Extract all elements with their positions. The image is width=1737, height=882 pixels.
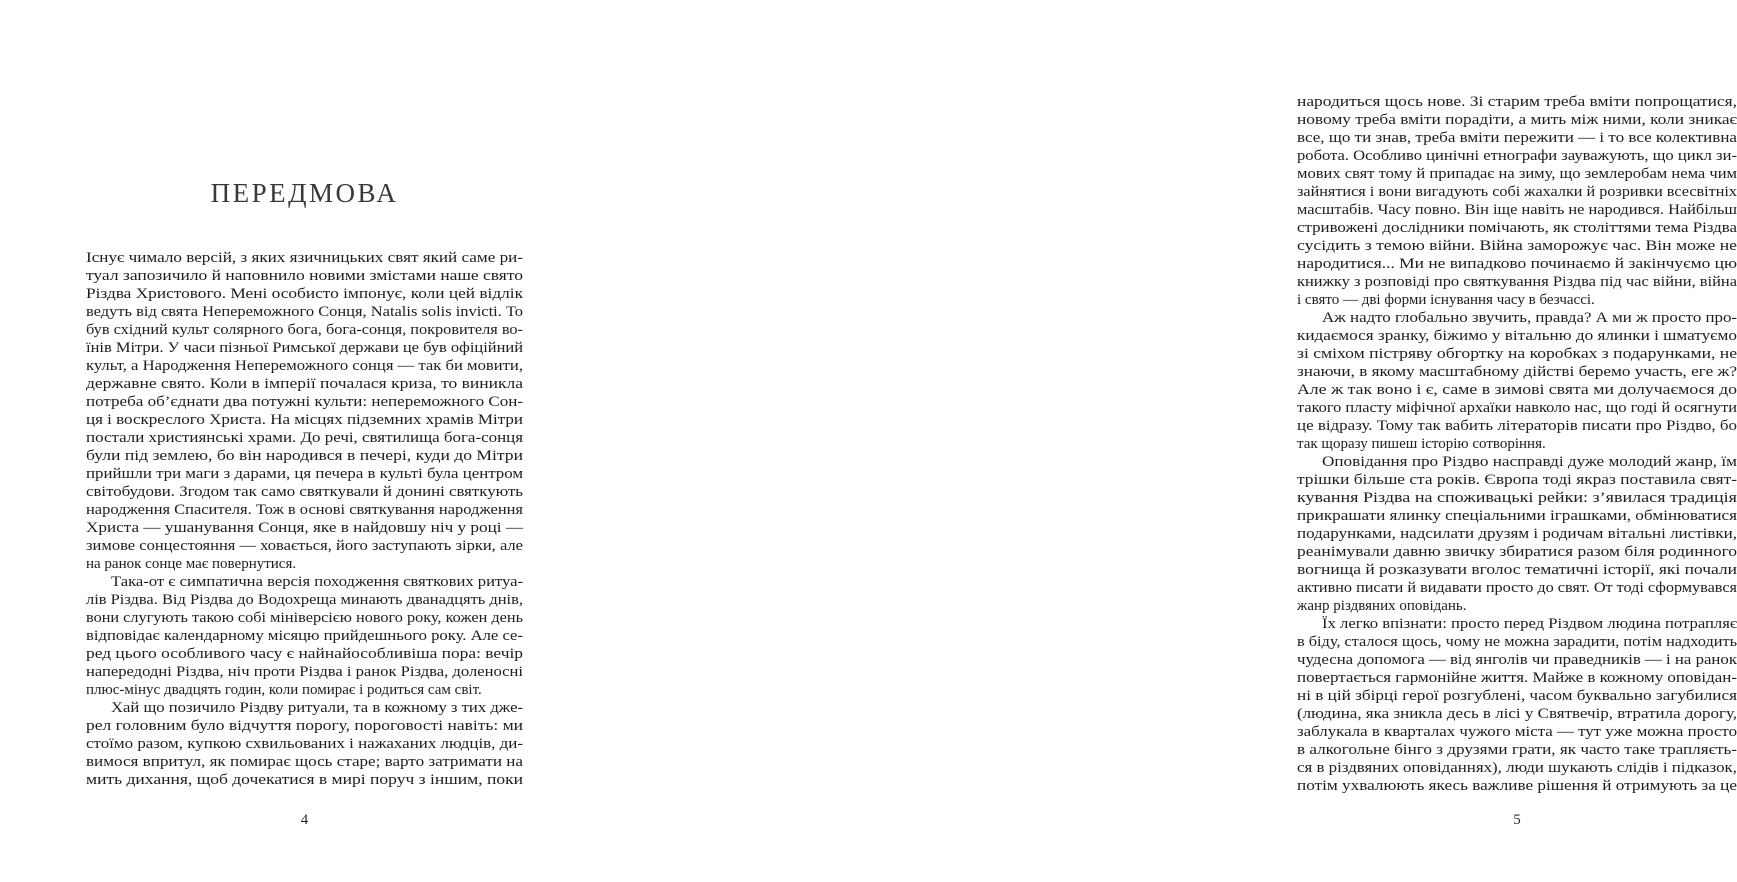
text-line: світобудови. Згодом так само святкували й донині святкують <box>86 484 523 500</box>
text-line: народитися... Ми не випадково починаємо й закінчуємо цю <box>1297 256 1737 272</box>
text-line: робота. Особливо цинічні етнографи зауважують, що цикл зи- <box>1297 148 1737 164</box>
text-line: вимося впритул, як помирає щось старе; варто затримати на <box>86 754 523 770</box>
text-line: (людина, яка зникла десь в лісі у Святвечір, втратила дорогу, <box>1297 706 1737 722</box>
text-line: книжку з розповіді про святкування Різдва під час війни, війна <box>1297 274 1737 290</box>
text-line: потреба об’єднати два потужні культи: непереможного Сон- <box>86 394 523 410</box>
text-line: були під землею, бо він народився в печері, куди до Мітри <box>86 448 523 464</box>
text-line: так щоразу пишеш історію сотворіння. <box>1297 436 1546 452</box>
text-line: народження Спасителя. Тож в основі святкування народження <box>86 502 523 518</box>
text-line: лів Різдва. Від Різдва до Водохреща минають дванадцять днів, <box>86 592 523 608</box>
text-line: все, що ти знав, треба вміти пережити — і то все колективна <box>1297 130 1737 146</box>
text-line: рел головним було відчуття порогу, пороговості навіть: ми <box>86 718 523 734</box>
text-line: культ, а Народження Непереможного сонця — так би мовити, <box>86 358 523 374</box>
text-line: був східний культ солярного бога, бога-сонця, покровителя во- <box>86 322 523 338</box>
text-line: Аж надто глобально звучить, правда? А ми ж просто про- <box>1322 310 1737 326</box>
text-line: новому треба вміти порадіти, а мить між ними, коли зникає <box>1297 112 1737 128</box>
text-line: кидаємося зранку, біжимо у вітальню до ялинки і шматуємо <box>1297 328 1737 344</box>
text-line: Існує чимало версій, з яких язичницьких свят який саме ри- <box>86 250 523 266</box>
right-page <box>607 0 1737 882</box>
text-line: туал запозичило й наповнило новими змістами наше свято <box>86 268 523 284</box>
text-line: державне свято. Коли в імперії почалася криза, то виникла <box>86 376 523 392</box>
text-line: відповідає календарному місяцю прийдешнього року. Але се- <box>86 628 523 644</box>
text-line: ся в різдвяних оповіданнях), люди шукають слідів і підказок, <box>1297 760 1737 776</box>
text-line: прикрашати ялинку спеціальними іграшками, обмінюватися <box>1297 508 1737 524</box>
chapter-title: ПЕРЕДМОВА <box>210 178 399 209</box>
text-line: і свято — дві форми існування часу в безчассі. <box>1297 292 1595 308</box>
text-line: потім ухвалюють якесь важливе рішення й отримують за це <box>1297 778 1737 794</box>
text-line: чудесна допомога — від янголів чи праведників — і на ранок <box>1297 652 1737 668</box>
left-page <box>0 0 607 882</box>
text-line: активно писати й видавати просто до свят. От тоді сформувався <box>1297 580 1737 596</box>
text-line: вогнища й розказувати вголос тематичні історії, які почали <box>1297 562 1737 578</box>
text-line: подарунками, надсилати друзям і родичам вітальні листівки, <box>1297 526 1737 542</box>
text-line: на ранок сонце має повернутися. <box>86 556 297 572</box>
text-line: ведуть від свята Непереможного Сонця, Natalis solis invicti. То <box>86 304 523 320</box>
text-line: народиться щось нове. Зі старим треба вміти попрощатися, <box>1297 94 1737 110</box>
text-line: вони слугують такою собі мініверсією нового року, кожен день <box>86 610 523 626</box>
text-line: Але ж так воно і є, саме в зимові свята ми долучаємося до <box>1297 382 1737 398</box>
text-line: в алкогольне бінго з друзями грати, як часто таке трапляєть- <box>1297 742 1737 758</box>
text-line: стоїмо разом, купкою схвильованих і нажаханих людців, ди- <box>86 736 523 752</box>
text-line: трішки більше ста років. Європа тоді якраз поставила свят- <box>1297 472 1737 488</box>
text-line: жанр різдвяних оповідань. <box>1297 598 1467 614</box>
text-line: прийшли три маги з дарами, ця печера в культі була центром <box>86 466 523 482</box>
text-line: такого пласту міфічної архаїки навколо нас, що годі й осягнути <box>1297 400 1737 416</box>
text-line: заблукала в кварталах чужого міста — тут уже можна просто <box>1297 724 1737 740</box>
text-line: масштабів. Часу повно. Він іще навіть не народився. Найбільш <box>1297 202 1737 218</box>
text-line: мових свят тому й припадає на зиму, що землеробам нема чим <box>1297 166 1737 182</box>
text-line: мить дихання, щоб дочекатися в мирі поруч з іншим, поки <box>86 772 523 788</box>
left-page-number: 4 <box>300 812 309 828</box>
right-page-body-text <box>1297 93 1737 795</box>
text-line: реанімували давню звичку збиратися разом біля родинного <box>1297 544 1737 560</box>
text-line: це відразу. Тому так вабить літераторів писати про Різдво, бо <box>1297 418 1737 434</box>
text-line: ні в цій збірці герої розгублені, часом буквально загубилися <box>1297 688 1737 704</box>
text-line: Така-от є симпатична версія походження святкових ритуа- <box>111 574 523 590</box>
text-line: Христа — ушанування Сонця, яке в найдовшу ніч у році — <box>86 520 523 536</box>
text-line: зі сміхом пістряву обгортку на коробках з подарунками, не <box>1297 346 1737 362</box>
text-line: знаючи, в якому масштабному дійстві беремо участь, еге ж? <box>1297 364 1737 380</box>
text-line: ця і воскреслого Христа. На місцях підземних храмів Мітри <box>86 412 523 428</box>
text-line: Різдва Христового. Мені особисто імпонує, коли цей відлік <box>86 286 523 302</box>
text-line: Хай що позичило Різдву ритуали, та в кожному з тих дже- <box>111 700 523 716</box>
text-line: кування Різдва на споживацькі рейки: з’явилася традиція <box>1297 490 1737 506</box>
text-line: в біду, сталося щось, чому не можна зарадити, потім надходить <box>1297 634 1737 650</box>
text-line: зайнятися і вони вигадують собі жахалки й розривки всесвітніх <box>1297 184 1737 200</box>
text-line: ред цього особливого часу є найнайособливіша пора: вечір <box>86 646 523 662</box>
left-page-body-text <box>86 249 523 789</box>
text-line: повертається гармонійне життя. Майже в кожному оповідан- <box>1297 670 1737 686</box>
text-line: стривожені дослідники помічають, як століттями тема Різдва <box>1297 220 1737 236</box>
text-line: постали християнські храми. До речі, святилища бога-сонця <box>86 430 523 446</box>
text-line: Оповідання про Різдво насправді дуже молодий жанр, їм <box>1322 454 1737 470</box>
text-line: Їх легко впізнати: просто перед Різдвом людина потрапляє <box>1322 616 1737 632</box>
text-line: напередодні Різдва, ніч проти Різдва і ранок Різдва, доленосні <box>86 664 523 680</box>
text-line: зимове сонцестояння — ховається, його заступають зірки, але <box>86 538 523 554</box>
text-line: сусідить з темою війни. Війна заморожує час. Він може не <box>1297 238 1737 254</box>
right-page-number: 5 <box>1513 812 1521 828</box>
text-line: їнів Мітри. У часи пізньої Римської держави це був офіційний <box>86 340 523 356</box>
text-line: плюс-мінус двадцять годин, коли помирає і родиться сам світ. <box>86 682 482 698</box>
